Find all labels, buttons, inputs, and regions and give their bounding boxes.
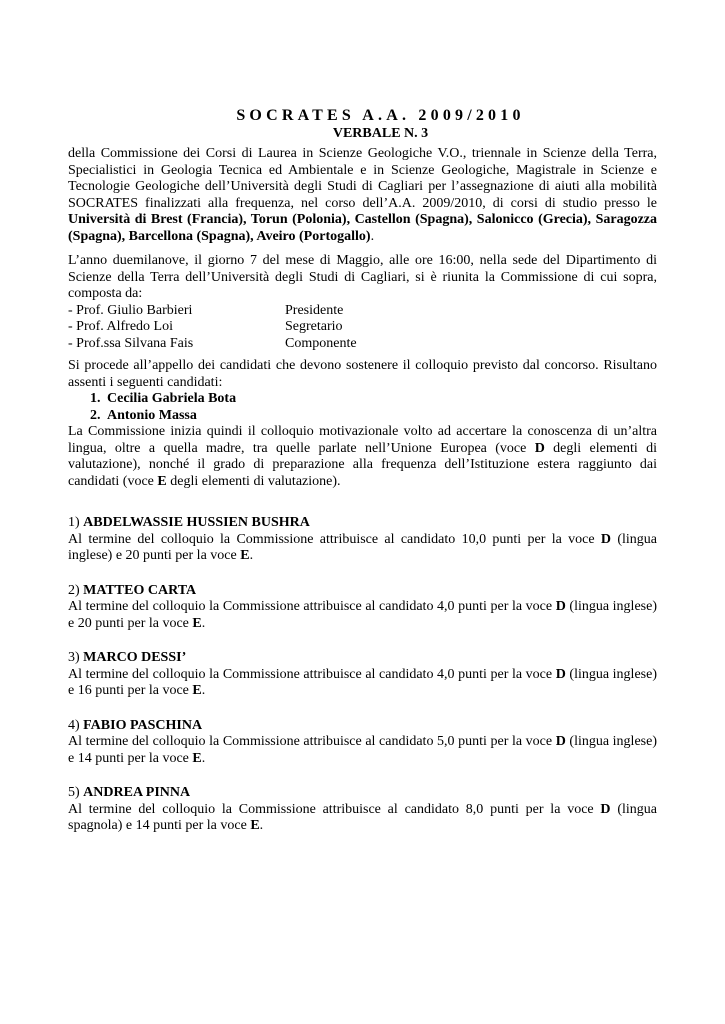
candidate-heading — [68, 785, 657, 802]
interview-paragraph — [68, 424, 657, 490]
result-text-2: (lingua inglese) e 20 punti per la voce — [68, 599, 657, 631]
candidate-block — [68, 718, 657, 768]
interview-text-1: La Commissione inizia quindi il colloquio motivazionale volto ad accertare la conoscenza di un’altra lingua, oltre a quella madre, tra quelle parlate nell’Unione Europea (voce — [68, 424, 657, 456]
candidate-heading — [68, 718, 657, 735]
interview-voice-e: E — [157, 473, 167, 489]
commission-members — [68, 303, 657, 353]
result-voice-d: D — [555, 666, 566, 682]
candidate-block — [68, 583, 657, 633]
candidate-result — [68, 734, 657, 767]
candidate-result — [68, 667, 657, 700]
member-row — [68, 303, 657, 320]
candidate-result — [68, 802, 657, 835]
member-name: - Prof. Giulio Barbieri — [68, 302, 193, 318]
candidate-block — [68, 785, 657, 835]
result-voice-e: E — [192, 750, 202, 766]
interview-voice-d: D — [534, 440, 545, 456]
result-voice-d: D — [600, 801, 611, 817]
result-voice-e: E — [240, 548, 250, 563]
candidate-block — [68, 650, 657, 700]
result-voice-e: E — [192, 615, 202, 631]
result-text-3: . — [259, 818, 264, 833]
candidate-name: MATTEO CARTA — [83, 582, 197, 598]
absent-name: Antonio Massa — [107, 407, 197, 423]
candidate-name: FABIO PASCHINA — [83, 717, 203, 733]
result-text-2: (lingua inglese) e 20 punti per la voce — [68, 531, 657, 563]
interview-text-2: degli elementi di valutazione), nonché il grado di preparazione alla frequenza dell’Istituzione estera raggiunto dai candidati (voce — [68, 440, 657, 489]
intro-end: . — [370, 228, 375, 244]
candidate-block — [68, 515, 657, 565]
result-text-2: (lingua inglese) e 14 punti per la voce — [68, 734, 657, 766]
result-text-1: Al termine del colloquio la Commissione attribuisce al candidato 4,0 punti per la voce — [68, 666, 556, 682]
document-page — [68, 107, 657, 835]
candidate-number: 5) — [68, 785, 84, 800]
document-subtitle: VERBALE N. 3 — [332, 126, 429, 141]
result-text-1: Al termine del colloquio la Commissione attribuisce al candidato 4,0 punti per la voce — [68, 599, 556, 614]
intro-paragraph — [68, 146, 657, 245]
candidate-result — [68, 599, 657, 632]
result-text-2: (lingua inglese) e 16 punti per la voce — [68, 666, 657, 698]
result-text-3: . — [201, 750, 206, 766]
result-text-3: . — [201, 615, 206, 631]
candidate-heading — [68, 515, 657, 532]
absent-candidate — [90, 408, 657, 425]
member-row — [68, 319, 657, 336]
candidate-number: 2) — [68, 582, 84, 598]
result-voice-d: D — [600, 531, 612, 547]
result-voice-d: D — [555, 734, 566, 749]
result-voice-e: E — [192, 683, 202, 698]
member-name: - Prof.ssa Silvana Fais — [68, 335, 194, 351]
candidate-heading — [68, 650, 657, 667]
document-title: SOCRATES A.A. 2009/2010 — [236, 107, 525, 124]
intro-text: della Commissione dei Corsi di Laurea in Scienze Geologiche V.O., triennale in Scienze della Terra, Specialistici in Geologia Tecnica ed Ambientale e in Scienze Geologiche, Magistrale in Scienze e Tecnologie Geologiche dell’Università degli Studi di Cagliari per l’assegnazione di aiuti alla mobilità SOCRATES finalizzati alla frequenza, nel corso dell’A.A. 2009/2010, di corsi di studio presso le — [68, 146, 657, 211]
member-row — [68, 336, 657, 353]
result-text-2: (lingua spagnola) e 14 punti per la voce — [68, 801, 657, 833]
member-name: - Prof. Alfredo Loi — [68, 319, 173, 334]
absent-candidates-list — [68, 391, 657, 424]
interview-text-3: degli elementi di valutazione). — [166, 473, 341, 489]
candidate-heading — [68, 583, 657, 600]
meeting-paragraph: L’anno duemilanove, il giorno 7 del mese di Maggio, alle ore 16:00, nella sede del Dipartimento di Scienze della Terra dell’Università degli Studi di Cagliari, si è riunita la Commissione di cui sopra, composta da: — [68, 253, 657, 301]
absent-number: 2. — [90, 407, 101, 423]
result-voice-e: E — [250, 818, 260, 833]
roll-call-paragraph: Si procede all’appello dei candidati che devono sostenere il colloquio previsto dal concorso. Risultano assenti i seguenti candidati: — [68, 358, 657, 390]
member-role: Presidente — [285, 302, 344, 318]
candidate-number: 3) — [68, 650, 84, 665]
intro-universities: Università di Brest (Francia), Torun (Polonia), Castellon (Spagna), Salonicco (Grecia), Saragozza (Spagna), Barcellona (Spagna), Aveiro (Portogallo) — [68, 212, 657, 244]
result-text-3: . — [201, 683, 206, 698]
member-role: Componente — [285, 335, 357, 351]
result-text-3: . — [249, 548, 254, 563]
candidate-name: ABDELWASSIE HUSSIEN BUSHRA — [83, 515, 310, 530]
candidate-name: ANDREA PINNA — [83, 785, 191, 800]
candidate-number: 1) — [68, 515, 84, 530]
result-voice-d: D — [555, 599, 566, 614]
candidate-result — [68, 532, 657, 565]
absent-number: 1. — [90, 391, 101, 406]
absent-name: Cecilia Gabriela Bota — [107, 391, 237, 406]
candidate-number: 4) — [68, 717, 84, 733]
candidate-name: MARCO DESSI’ — [83, 650, 187, 665]
member-role: Segretario — [285, 319, 343, 334]
absent-candidate — [90, 391, 657, 408]
result-text-1: Al termine del colloquio la Commissione attribuisce al candidato 5,0 punti per la voce — [68, 734, 556, 749]
result-text-1: Al termine del colloquio la Commissione attribuisce al candidato 8,0 punti per la voce — [68, 801, 601, 817]
result-text-1: Al termine del colloquio la Commissione attribuisce al candidato 10,0 punti per la voce — [68, 531, 601, 547]
